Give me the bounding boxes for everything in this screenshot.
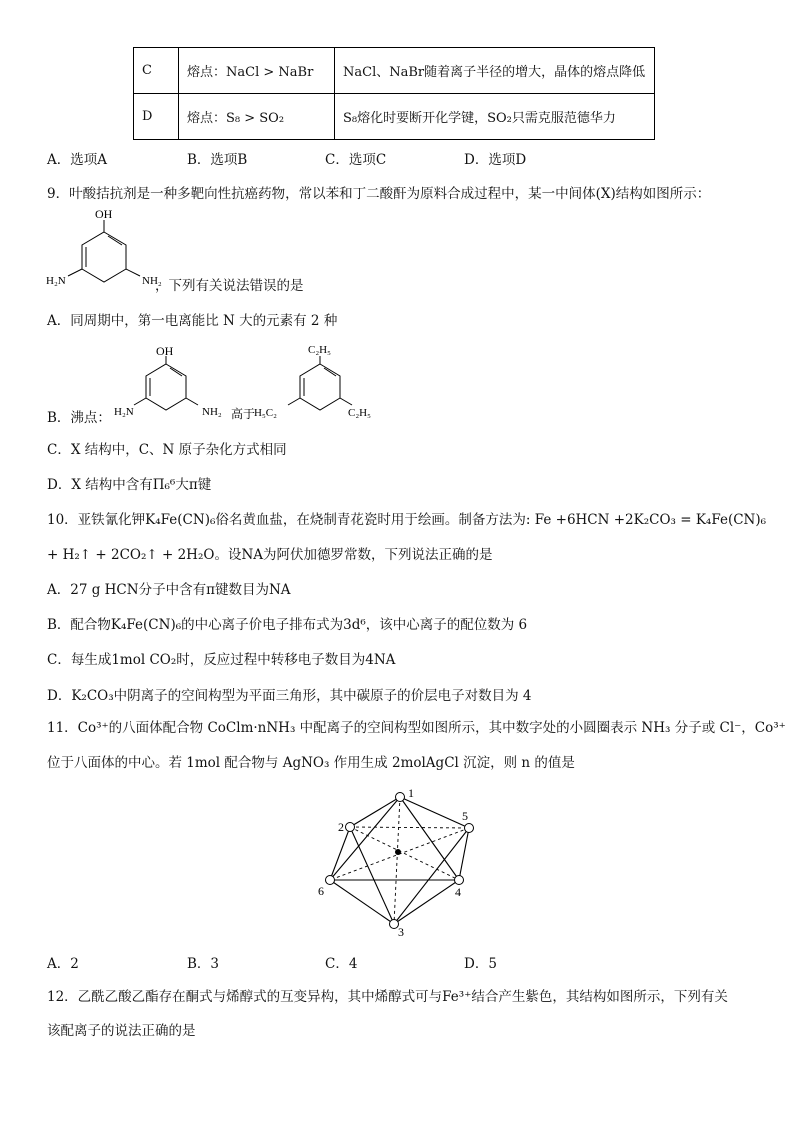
- row-fact: 熔点：NaCl > NaBr: [179, 48, 335, 94]
- q12-line1: 12．乙酰乙酸乙酯存在酮式与烯醇式的互变异构，其中烯醇式可与Fe³⁺结合产生紫色，其结构如图所示，下列有关: [47, 989, 728, 1005]
- nh2-label: NH₂: [202, 406, 222, 418]
- choice-d: D．选项D: [464, 152, 527, 168]
- oh-label: OH: [156, 344, 174, 358]
- q11-line1: 11．Co³⁺的八面体配合物 CoClm·nNH₃ 中配离子的空间构型如图所示，其中数字处的小圆圈表示 NH₃ 分子或 Cl⁻，Co³⁺: [47, 720, 786, 736]
- q10-option-c: C．每生成1mol CO₂时，反应过程中转移电子数目为4NA: [47, 652, 396, 668]
- vertex-label: 5: [462, 809, 468, 823]
- choice-c: C．选项C: [325, 152, 387, 168]
- vertex-label: 6: [318, 884, 324, 898]
- table-row: [134, 48, 655, 94]
- q9-option-a: A．同周期中，第一电离能比 N 大的元素有 2 种: [47, 313, 338, 329]
- center-co-dot: [395, 849, 401, 855]
- q12-line2: 该配离子的说法正确的是: [47, 1023, 196, 1039]
- molecule-x-structure: [44, 204, 164, 298]
- b-mid-text: 高于: [231, 407, 256, 421]
- q10-line1: 10．亚铁氰化钾K₄Fe(CN)₆俗名黄血盐，在烧制青花瓷时用于绘画。制备方法为: Fe +6HCN +2K₂CO₃ = K₄Fe(CN)₆: [47, 512, 767, 528]
- choice-a: A．选项A: [47, 152, 107, 168]
- row-label: D: [134, 94, 179, 140]
- q9-option-d: D．X 结构中含有Π₆⁶大π键: [47, 477, 212, 493]
- q9-question: ，下列有关说法错误的是: [155, 278, 304, 294]
- q10-option-b: B．配合物K₄Fe(CN)₆的中心离子价电子排布式为3d⁶，该中心离子的配位数为 6: [47, 617, 528, 633]
- c2h5-label: C₂H₅: [348, 407, 371, 419]
- choice-b: B．选项B: [187, 152, 248, 168]
- vertex-label: 2: [338, 820, 344, 834]
- q10-option-a: A．27 g HCN分子中含有π键数目为NA: [47, 582, 291, 598]
- h2n-label: H₂N: [46, 275, 66, 287]
- table-row: [134, 94, 655, 140]
- row-reason: S₈熔化时要断开化学键，SO₂只需克服范德华力: [335, 94, 655, 140]
- row-fact: 熔点：S₈ > SO₂: [179, 94, 335, 140]
- options-table: [133, 47, 655, 140]
- oh-label: OH: [95, 207, 113, 221]
- vertex-label: 3: [398, 925, 404, 939]
- q11-line2: 位于八面体的中心。若 1mol 配合物与 AgNO₃ 作用生成 2molAgCl 沉淀，则 n 的值是: [47, 755, 575, 771]
- q11-choices: [47, 952, 747, 972]
- choice-c: C．4: [325, 956, 358, 972]
- vertex-label: 1: [408, 786, 414, 800]
- choice-d: D．5: [464, 956, 497, 972]
- vertex-label: 4: [455, 885, 461, 899]
- octahedron-diagram: [310, 784, 490, 939]
- choice-b: B．3: [187, 956, 220, 972]
- c2h5-label: C₂H₅: [308, 344, 331, 356]
- row-label: C: [134, 48, 179, 94]
- q10-option-d: D．K₂CO₃中阴离子的空间构型为平面三角形，其中碳原子的价层电子对数目为 4: [47, 688, 532, 704]
- h5c2-label: H₅C₂: [254, 407, 277, 419]
- q9-option-c: C．X 结构中，C、N 原子杂化方式相同: [47, 442, 287, 458]
- boiling-point-structures: [112, 342, 382, 426]
- choice-a: A．2: [47, 956, 79, 972]
- row-reason: NaCl、NaBr随着离子半径的增大，晶体的熔点降低: [335, 48, 655, 94]
- q9-stem: 9．叶酸拮抗剂是一种多靶向性抗癌药物，常以苯和丁二酸酐为原料合成过程中，某一中间体(X)结构如图所示：: [47, 186, 711, 202]
- q8-choices: [47, 148, 747, 168]
- nh2-label: NH₂: [142, 275, 162, 287]
- q9-option-b-prefix: B．沸点：: [47, 410, 111, 426]
- q10-line2: + H₂↑ + 2CO₂↑ + 2H₂O。设NA为阿伏加德罗常数，下列说法正确的是: [47, 547, 493, 563]
- h2n-label: H₂N: [114, 406, 134, 418]
